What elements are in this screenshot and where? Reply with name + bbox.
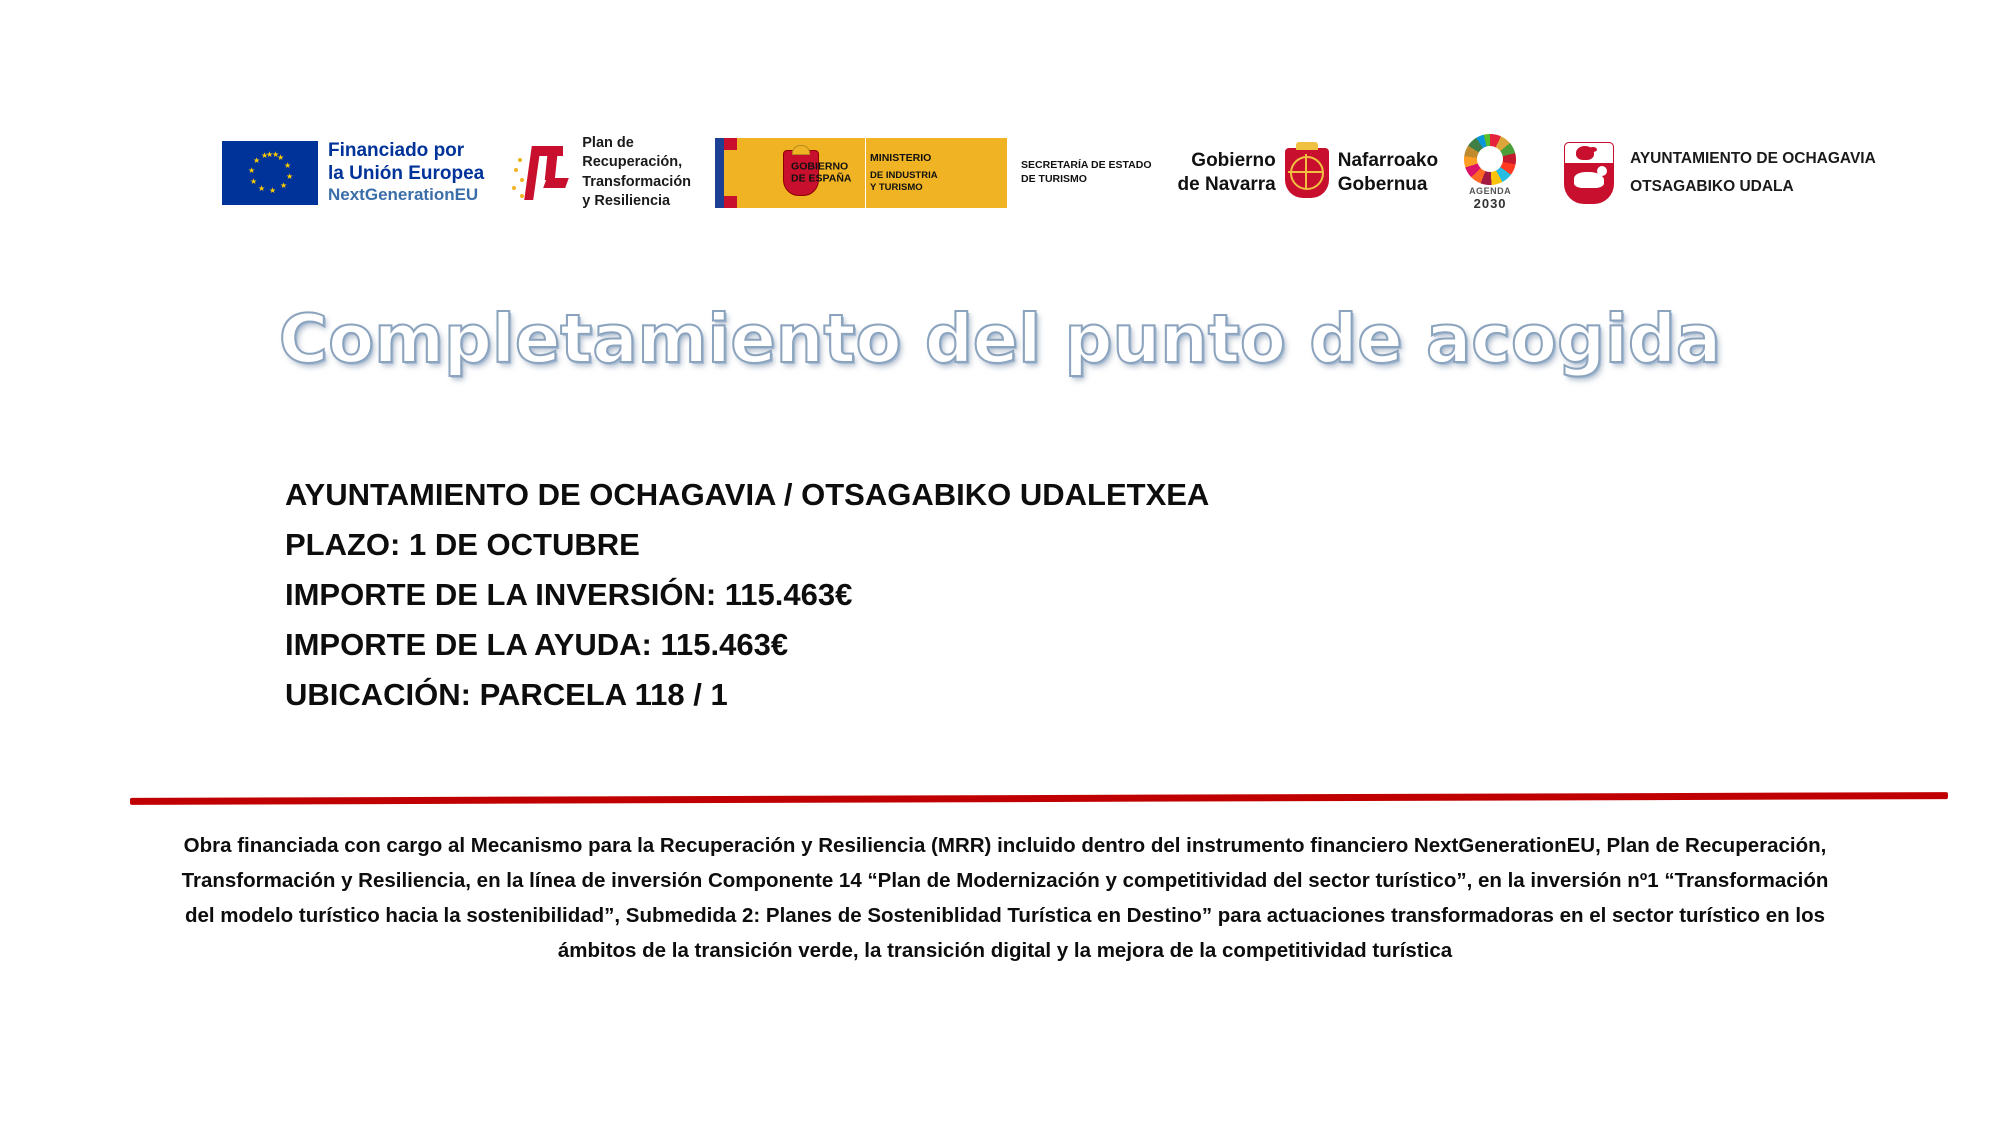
plan-line3: Transformación [582,173,692,190]
sdg-wheel-icon [1464,134,1516,186]
eu-logo-text [328,139,484,206]
navarra-coat-of-arms-icon [1285,148,1329,198]
detail-line-grant: IMPORTE DE LA AYUDA: 115.463€ [285,627,789,662]
agenda-year: 2030 [1473,196,1507,212]
divider-rule [130,792,1948,805]
navarra-es-line2: de Navarra [1177,173,1276,195]
agenda-2030-text [1469,187,1511,211]
ayuntamiento-line1: AYUNTAMIENTO DE OCHAGAVIA [1630,150,1876,168]
gobierno-de-navarra-logo [1178,138,1439,208]
plan-recuperacion-mark-icon [512,142,574,204]
detail-line-entity: AYUNTAMIENTO DE OCHAGAVIA / OTSAGABIKO UDALETXEA [285,477,1210,512]
navarra-spanish-text [1178,149,1276,197]
ayuntamiento-line2: OTSAGABIKO UDALA [1630,177,1794,195]
eu-logo-line3: NextGenerationEU [328,185,479,205]
detail-line-investment: IMPORTE DE LA INVERSIÓN: 115.463€ [285,577,853,612]
ayuntamiento-text [1630,145,1876,199]
ministerio-label [865,138,1007,208]
gobierno-de-espana-logo [715,138,1007,208]
ministerio-line1: MINISTERIO [870,151,932,164]
gobierno-espana-label: GOBIERNO DE ESPAÑA [791,159,852,185]
ministerio-line3: Y TURISMO [870,181,923,193]
eu-logo-line1: Financiado por [328,139,465,161]
navarra-eu-line1: Nafarroako [1337,149,1439,171]
funding-disclaimer: Obra financiada con cargo al Mecanismo para la Recuperación y Resiliencia (MRR) incluido dentro del instrumento financiero NextGenerationEU, Plan de Recuperación, Transformación y Resiliencia, en la línea de inversión Componente 14 “Plan de Modernización y competitividad del sector turístico”, en la inversión nº1 “Transformación del modelo turístico hacia la sostenibilidad”, Submedida 2: Planes de Sosteniblidad Turística en Destino” para actuaciones transformadoras en el sector turístico en los ámbitos de la transición verde, la transición digital y la mejora de la competitividad turística [181,834,1829,962]
plan-line2: Recuperación, [582,154,683,171]
eu-stars-icon: ★ ★ ★ ★ ★ ★ ★ ★ ★ ★ ★ ★ [248,149,294,195]
secretaria-line2: DE TURISMO [1021,172,1087,185]
detail-line-deadline: PLAZO: 1 DE OCTUBRE [285,527,640,562]
agenda-label: AGENDA [1469,186,1512,197]
plan-line4: y Resiliencia [582,192,671,209]
plan-recuperacion-text [582,134,691,211]
page-title: Completamiento del punto de acogida [278,300,1722,378]
ochagavia-coat-of-arms-icon [1564,142,1614,204]
ayuntamiento-ochagavia-logo [1564,133,1876,213]
secretaria-estado-turismo-logo [1021,159,1151,186]
navarra-basque-text [1338,149,1438,197]
eu-logo-line2: la Unión Europea [328,163,485,185]
navarra-es-line1: Gobierno [1191,149,1276,171]
agenda-2030-logo [1464,134,1516,212]
eu-flag-logo [222,130,484,216]
funding-logo-band [222,120,1876,225]
navarra-eu-line2: Gobernua [1337,173,1428,195]
ministerio-line2: DE INDUSTRIA [870,170,938,182]
plan-recuperacion-logo [512,130,691,216]
spain-flag-stripe-icon [715,138,737,208]
detail-line-location: UBICACIÓN: PARCELA 118 / 1 [285,677,728,712]
project-details [285,470,1209,720]
secretaria-line1: SECRETARÍA DE ESTADO [1021,158,1152,171]
plan-line1: Plan de [582,135,634,152]
spain-coat-of-arms-icon [737,138,865,208]
eu-flag-icon [222,141,318,205]
